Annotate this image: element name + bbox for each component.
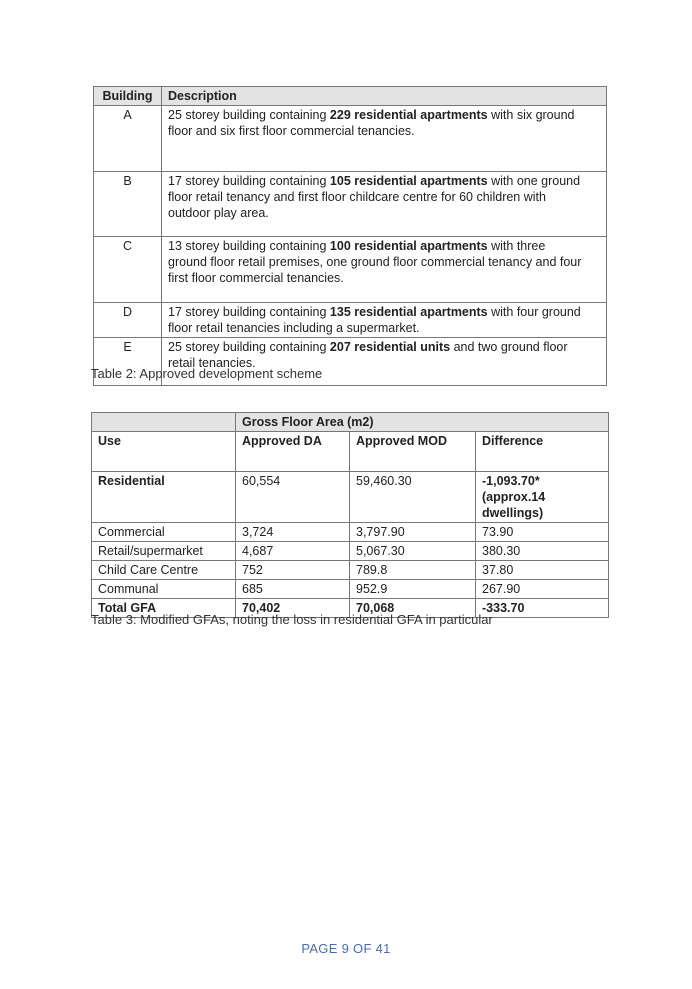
- table-row: [92, 561, 609, 580]
- building-cell: B: [94, 172, 162, 237]
- approved-mod-cell: 5,067.30: [350, 542, 476, 561]
- use-cell: Total GFA: [92, 599, 236, 618]
- building-cell: E: [94, 338, 162, 386]
- difference-cell: 380.30: [476, 542, 609, 561]
- difference-cell: 37.80: [476, 561, 609, 580]
- use-cell: Child Care Centre: [92, 561, 236, 580]
- use-cell: Commercial: [92, 523, 236, 542]
- page-number: PAGE 9 OF 41: [301, 941, 391, 956]
- table-3-caption: Table 3: Modified GFAs, noting the loss in residential GFA in particular: [91, 612, 493, 627]
- approved-mod-cell: 3,797.90: [350, 523, 476, 542]
- use-cell: Communal: [92, 580, 236, 599]
- table-2-caption: Table 2: Approved development scheme: [91, 366, 323, 381]
- column-header-approved-da: Approved DA: [236, 432, 350, 472]
- table-row: [92, 472, 609, 523]
- description-cell: 17 storey building containing 135 residential apartments with four ground floor retail tenancies including a supermarket.: [162, 303, 607, 338]
- column-header-difference: Difference: [476, 432, 609, 472]
- description-cell: 25 storey building containing 229 residential apartments with six ground floor and six first floor commercial tenancies.: [162, 106, 607, 172]
- difference-cell: 267.90: [476, 580, 609, 599]
- table-row: [92, 542, 609, 561]
- difference-cell: -1,093.70* (approx.14 dwellings): [476, 472, 609, 523]
- table-row: [92, 580, 609, 599]
- group-header-row: [92, 413, 609, 432]
- empty-header-cell: [92, 413, 236, 432]
- description-cell: 17 storey building containing 105 residential apartments with one ground floor retail tenancy and first floor childcare centre for 60 children with outdoor play area.: [162, 172, 607, 237]
- column-header-building: Building: [94, 87, 162, 106]
- approved-mod-cell: 789.8: [350, 561, 476, 580]
- difference-cell: 73.90: [476, 523, 609, 542]
- use-cell: Retail/supermarket: [92, 542, 236, 561]
- column-header-use: Use: [92, 432, 236, 472]
- approved-mod-cell: 70,068: [350, 599, 476, 618]
- table-row: [94, 106, 607, 172]
- approved-da-cell: 685: [236, 580, 350, 599]
- approved-da-cell: 4,687: [236, 542, 350, 561]
- approved-da-cell: 3,724: [236, 523, 350, 542]
- description-cell: 25 storey building containing 207 residential units and two ground floor retail tenancies.: [162, 338, 607, 386]
- difference-cell: -333.70: [476, 599, 609, 618]
- column-header-approved-mod: Approved MOD: [350, 432, 476, 472]
- gfa-table: [91, 412, 609, 618]
- building-cell: D: [94, 303, 162, 338]
- table-row: [94, 172, 607, 237]
- approved-development-table: [93, 86, 607, 386]
- use-cell: Residential: [92, 472, 236, 523]
- approved-mod-cell: 59,460.30: [350, 472, 476, 523]
- table-row: [94, 237, 607, 303]
- approved-da-cell: 60,554: [236, 472, 350, 523]
- description-cell: 13 storey building containing 100 residential apartments with three ground floor retail premises, one ground floor commercial tenancy and four first floor commercial tenancies.: [162, 237, 607, 303]
- approved-da-cell: 752: [236, 561, 350, 580]
- column-header-row: [92, 432, 609, 472]
- approved-da-cell: 70,402: [236, 599, 350, 618]
- table-header-row: [94, 87, 607, 106]
- building-cell: A: [94, 106, 162, 172]
- approved-mod-cell: 952.9: [350, 580, 476, 599]
- table-row: [94, 303, 607, 338]
- building-cell: C: [94, 237, 162, 303]
- table-row: [92, 523, 609, 542]
- column-header-description: Description: [162, 87, 607, 106]
- gfa-group-header: Gross Floor Area (m2): [236, 413, 609, 432]
